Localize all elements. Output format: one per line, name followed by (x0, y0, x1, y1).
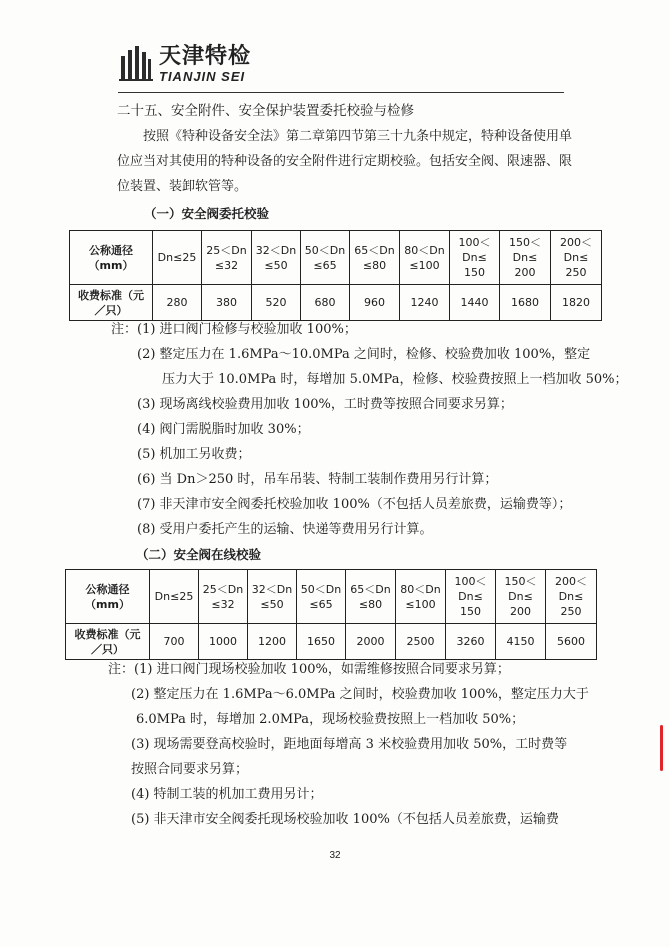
intro-line-3: 位装置、装卸软管等。 (117, 179, 248, 194)
header-line: Dn≤ (458, 590, 483, 603)
header-line: 100＜ (458, 236, 491, 249)
header-line: 32＜Dn (251, 582, 293, 596)
intro-line-1: 按照《特种设备安全法》第二章第四节第三十九条中规定，特种设备使用单 (143, 129, 573, 144)
table-row-label: 公称通径（mm） (66, 570, 150, 624)
table-header-cell (500, 231, 551, 285)
header-line: 200＜ (555, 575, 587, 588)
header-line: ≤32 (211, 597, 235, 611)
header-line: 25＜Dn (202, 582, 244, 596)
part2-title: （二）安全阀在线校验 (136, 547, 262, 562)
header-line: ≤65 (313, 258, 337, 272)
header-line: 50＜Dn (300, 582, 342, 596)
table-header-cell (496, 570, 546, 624)
table-value-cell: 4150 (496, 624, 546, 660)
header-line: 150＜ (509, 236, 541, 249)
table-row-label (70, 285, 153, 321)
table-value-cell: 700 (150, 624, 199, 660)
table-value-cell: 1680 (500, 285, 551, 321)
part1-fee-table (69, 230, 602, 321)
part1-note: 注：(1) 进口阀门检修与校验加收 100%； (111, 322, 357, 337)
table-header-cell (400, 231, 450, 285)
table-row-label: 公称通径（mm） (70, 231, 153, 285)
header-line: 80＜Dn (404, 243, 445, 257)
table-header-cell (396, 570, 446, 624)
header-line: 32＜Dn (255, 243, 297, 257)
header-line: 150 (464, 266, 485, 279)
header-line: 200＜ (560, 236, 592, 249)
company-logo (119, 44, 269, 86)
header-line: Dn≤ (563, 251, 589, 264)
table-header-cell (446, 570, 496, 624)
table-header-cell (346, 570, 396, 624)
intro-line-2: 位应当对其使用的特种设备的安全附件进行定期校验。包括安全阀、限速器、限 (117, 154, 573, 169)
header-line: 150＜ (504, 575, 537, 588)
header-line: Dn≤ (512, 251, 538, 264)
table-value-cell: 1200 (248, 624, 297, 660)
part2-note: 6.0MPa 时，每增加 2.0MPa，现场校验费按照上一档加收 50%； (136, 712, 525, 727)
header-line: 25＜Dn (206, 243, 247, 257)
part1-note: (3) 现场离线校验费用加收 100%，工时费等按照合同要求另算； (137, 397, 513, 412)
table-value-cell: 380 (202, 285, 252, 321)
part1-note: (2) 整定压力在 1.6MPa～10.0MPa 之间时，检修、校验费加收 100%，整定 (137, 347, 591, 362)
header-line: Dn≤ (508, 590, 533, 603)
header-line: ≤50 (260, 597, 284, 611)
label-line: ／只） (94, 303, 128, 317)
label-line: 收费标准（元 (74, 627, 141, 641)
table-value-cell: 520 (252, 285, 301, 321)
header-line: 50＜Dn (304, 243, 346, 257)
table-value-cell: 280 (153, 285, 202, 321)
header-line: 250 (560, 605, 582, 618)
table-header-cell (248, 570, 297, 624)
label-line: 收费标准（元 (78, 288, 144, 302)
header-line: Dn≤ (462, 251, 487, 264)
header-line: ≤80 (358, 597, 383, 611)
table-header-cell (450, 231, 500, 285)
header-line: 250 (565, 266, 587, 279)
logo-mark-icon (119, 44, 153, 82)
part2-note: (2) 整定压力在 1.6MPa～6.0MPa 之间时，校验费加收 100%，整定压力大于 (131, 687, 589, 702)
header-line: 200 (510, 605, 531, 618)
table-header-cell (551, 231, 602, 285)
part2-note: (3) 现场需要登高校验时，距地面每增高 3 米校验费用加收 50%，工时费等 (131, 737, 568, 752)
header-line: Dn≤25 (154, 590, 194, 603)
header-line: 150 (460, 605, 481, 618)
header-line: ≤80 (362, 258, 387, 272)
part2-fee-table (65, 569, 597, 660)
part1-note: (8) 受用户委托产生的运输、快递等费用另行计算。 (137, 522, 433, 537)
part2-note: 按照合同要求另算； (131, 762, 249, 777)
part1-note: (4) 阀门需脱脂时加收 30%； (137, 422, 310, 437)
table-value-cell: 1000 (199, 624, 248, 660)
header-line: ≤50 (264, 258, 288, 272)
header-line: 200 (514, 266, 536, 279)
part1-note: 压力大于 10.0MPa 时，每增加 5.0MPa，检修、校验费按照上一档加收 50%； (162, 372, 628, 387)
part2-note: (5) 非天津市安全阀委托现场校验加收 100%（不包括人员差旅费，运输费 (131, 812, 559, 827)
header-line: Dn≤25 (157, 251, 197, 264)
part2-note: (4) 特制工装的机加工费用另计； (131, 787, 323, 802)
logo-english-name: TIANJIN SEI (159, 69, 246, 84)
header-line: 100＜ (454, 575, 487, 588)
table-header-cell (199, 570, 248, 624)
table-header-cell (150, 570, 199, 624)
header-line: 65＜Dn (350, 582, 391, 596)
page-number: 32 (329, 850, 341, 861)
table-row-label (66, 624, 150, 660)
header-line: ≤65 (309, 597, 333, 611)
part1-title: （一）安全阀委托校验 (144, 206, 270, 221)
logo-chinese-name: 天津特检 (159, 44, 252, 69)
table-header-cell (350, 231, 400, 285)
table-value-cell: 680 (301, 285, 350, 321)
table-value-cell: 2500 (396, 624, 446, 660)
table-value-cell: 960 (350, 285, 400, 321)
table-header-cell (301, 231, 350, 285)
table-value-cell: 2000 (346, 624, 396, 660)
label-line: ／只） (91, 642, 124, 656)
table-header-cell (297, 570, 346, 624)
table-value-cell: 1650 (297, 624, 346, 660)
table-value-cell: 3260 (446, 624, 496, 660)
table-value-cell: 5600 (546, 624, 597, 660)
part1-note: (7) 非天津市安全阀委托校验加收 100%（不包括人员差旅费，运输费等）； (137, 497, 572, 512)
header-line: 65＜Dn (354, 243, 395, 257)
header-divider (118, 92, 564, 93)
header-line: ≤100 (405, 597, 436, 611)
table-value-cell: 1820 (551, 285, 602, 321)
header-line: 80＜Dn (400, 582, 441, 596)
table-value-cell: 1240 (400, 285, 450, 321)
header-line: Dn≤ (558, 590, 584, 603)
header-line: ≤32 (214, 258, 239, 272)
section-title: 二十五、安全附件、安全保护装置委托校验与检修 (117, 103, 414, 119)
table-header-cell (202, 231, 252, 285)
table-header-cell (546, 570, 597, 624)
table-header-cell (153, 231, 202, 285)
table-header-cell (252, 231, 301, 285)
header-line: ≤100 (409, 258, 440, 272)
red-edge-mark (660, 725, 663, 771)
part1-note: (6) 当 Dn＞250 时，吊车吊装、特制工装制作费用另行计算； (137, 472, 498, 487)
part2-note: 注：(1) 进口阀门现场校验加收 100%，如需维修按照合同要求另算； (108, 662, 510, 677)
table-value-cell: 1440 (450, 285, 500, 321)
part1-note: (5) 机加工另收费； (137, 447, 251, 462)
